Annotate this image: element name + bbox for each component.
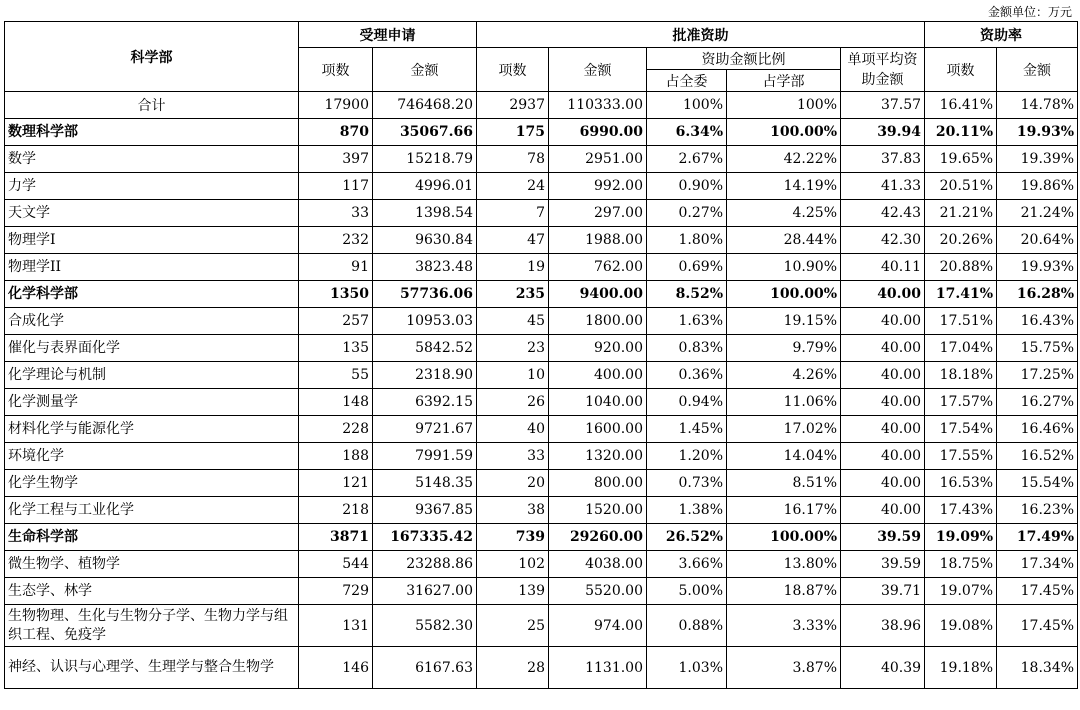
- cell-rate-items: 20.88%: [925, 254, 997, 281]
- cell-r-all: 0.73%: [647, 470, 727, 497]
- cell-avg: 40.00: [841, 389, 925, 416]
- header-ratio-dept: 占学部: [727, 70, 841, 92]
- cell-a-amount: 5842.52: [373, 335, 477, 362]
- cell-a-amount: 9367.85: [373, 497, 477, 524]
- cell-a-items: 121: [299, 470, 373, 497]
- cell-a-items: 117: [299, 173, 373, 200]
- cell-r-all: 1.63%: [647, 308, 727, 335]
- header-approve-amount: 金额: [549, 48, 647, 92]
- cell-r-dept: 42.22%: [727, 146, 841, 173]
- header-approve-items: 项数: [477, 48, 549, 92]
- row-name-cell: 神经、认识与心理学、生理学与整合生物学: [5, 647, 299, 689]
- cell-b-amount: 4038.00: [549, 551, 647, 578]
- row-name-cell: 合成化学: [5, 308, 299, 335]
- cell-b-amount: 297.00: [549, 200, 647, 227]
- cell-b-amount: 5520.00: [549, 578, 647, 605]
- cell-a-items: 188: [299, 443, 373, 470]
- cell-r-dept: 100.00%: [727, 281, 841, 308]
- table-row: [5, 578, 1078, 605]
- cell-b-amount: 2951.00: [549, 146, 647, 173]
- cell-b-items: 7: [477, 200, 549, 227]
- cell-b-amount: 1320.00: [549, 443, 647, 470]
- table-row: [5, 443, 1078, 470]
- row-name-cell: 材料化学与能源化学: [5, 416, 299, 443]
- cell-a-items: 55: [299, 362, 373, 389]
- cell-avg: 40.00: [841, 470, 925, 497]
- cell-b-amount: 1800.00: [549, 308, 647, 335]
- cell-a-items: 135: [299, 335, 373, 362]
- cell-rate-items: 19.65%: [925, 146, 997, 173]
- cell-rate-amount: 16.43%: [997, 308, 1078, 335]
- cell-b-items: 28: [477, 647, 549, 689]
- cell-r-dept: 4.25%: [727, 200, 841, 227]
- cell-rate-amount: 17.45%: [997, 605, 1078, 647]
- row-name-cell: 天文学: [5, 200, 299, 227]
- cell-r-all: 1.20%: [647, 443, 727, 470]
- table-row: [5, 281, 1078, 308]
- cell-a-amount: 9630.84: [373, 227, 477, 254]
- cell-a-amount: 1398.54: [373, 200, 477, 227]
- row-name-cell: 化学科学部: [5, 281, 299, 308]
- cell-b-amount: 29260.00: [549, 524, 647, 551]
- cell-r-all: 0.27%: [647, 200, 727, 227]
- cell-a-items: 218: [299, 497, 373, 524]
- cell-b-amount: 1040.00: [549, 389, 647, 416]
- cell-r-dept: 19.15%: [727, 308, 841, 335]
- cell-r-dept: 8.51%: [727, 470, 841, 497]
- table-row: [5, 605, 1078, 647]
- cell-rate-amount: 19.93%: [997, 254, 1078, 281]
- cell-a-amount: 7991.59: [373, 443, 477, 470]
- cell-r-dept: 10.90%: [727, 254, 841, 281]
- row-name-cell: 化学测量学: [5, 389, 299, 416]
- cell-r-all: 2.67%: [647, 146, 727, 173]
- cell-rate-items: 18.75%: [925, 551, 997, 578]
- cell-r-dept: 3.33%: [727, 605, 841, 647]
- row-name-cell: 合计: [5, 92, 299, 119]
- amount-unit-note: 金额单位：万元: [987, 5, 1072, 19]
- cell-a-items: 257: [299, 308, 373, 335]
- table-row: [5, 647, 1078, 689]
- cell-rate-items: 16.53%: [925, 470, 997, 497]
- cell-a-amount: 23288.86: [373, 551, 477, 578]
- table-row: [5, 416, 1078, 443]
- cell-r-dept: 16.17%: [727, 497, 841, 524]
- header-apply-items: 项数: [299, 48, 373, 92]
- cell-b-items: 47: [477, 227, 549, 254]
- cell-r-dept: 14.19%: [727, 173, 841, 200]
- cell-r-dept: 17.02%: [727, 416, 841, 443]
- table-row: [5, 146, 1078, 173]
- cell-r-all: 0.94%: [647, 389, 727, 416]
- row-name-cell: 微生物学、植物学: [5, 551, 299, 578]
- cell-avg: 37.57: [841, 92, 925, 119]
- table-row: [5, 200, 1078, 227]
- cell-rate-amount: 19.86%: [997, 173, 1078, 200]
- cell-a-amount: 57736.06: [373, 281, 477, 308]
- cell-r-dept: 100.00%: [727, 119, 841, 146]
- cell-b-amount: 974.00: [549, 605, 647, 647]
- cell-rate-items: 17.41%: [925, 281, 997, 308]
- cell-rate-amount: 17.45%: [997, 578, 1078, 605]
- cell-a-amount: 10953.03: [373, 308, 477, 335]
- cell-rate-amount: 18.34%: [997, 647, 1078, 689]
- cell-rate-amount: 16.52%: [997, 443, 1078, 470]
- cell-a-items: 131: [299, 605, 373, 647]
- cell-r-dept: 4.26%: [727, 362, 841, 389]
- cell-a-amount: 15218.79: [373, 146, 477, 173]
- cell-rate-items: 16.41%: [925, 92, 997, 119]
- cell-rate-items: 17.54%: [925, 416, 997, 443]
- cell-avg: 40.00: [841, 335, 925, 362]
- table-row: [5, 551, 1078, 578]
- cell-b-items: 40: [477, 416, 549, 443]
- cell-r-dept: 3.87%: [727, 647, 841, 689]
- cell-r-all: 5.00%: [647, 578, 727, 605]
- cell-r-dept: 14.04%: [727, 443, 841, 470]
- cell-r-all: 0.69%: [647, 254, 727, 281]
- cell-r-all: 1.45%: [647, 416, 727, 443]
- cell-b-items: 23: [477, 335, 549, 362]
- cell-r-all: 1.03%: [647, 647, 727, 689]
- cell-a-amount: 9721.67: [373, 416, 477, 443]
- table-row: [5, 119, 1078, 146]
- header-apply-amount: 金额: [373, 48, 477, 92]
- cell-a-items: 33: [299, 200, 373, 227]
- cell-b-items: 26: [477, 389, 549, 416]
- cell-rate-items: 19.08%: [925, 605, 997, 647]
- cell-b-items: 102: [477, 551, 549, 578]
- table-row: [5, 92, 1078, 119]
- row-name-cell: 化学工程与工业化学: [5, 497, 299, 524]
- table-row: [5, 389, 1078, 416]
- cell-a-items: 1350: [299, 281, 373, 308]
- cell-rate-amount: 19.93%: [997, 119, 1078, 146]
- funding-table: [4, 21, 1078, 689]
- cell-r-dept: 28.44%: [727, 227, 841, 254]
- header-rate-group: 资助率: [925, 22, 1078, 48]
- cell-a-items: 146: [299, 647, 373, 689]
- cell-b-items: 25: [477, 605, 549, 647]
- cell-b-items: 20: [477, 470, 549, 497]
- cell-avg: 41.33: [841, 173, 925, 200]
- cell-r-all: 3.66%: [647, 551, 727, 578]
- cell-avg: 40.00: [841, 497, 925, 524]
- cell-b-items: 38: [477, 497, 549, 524]
- cell-rate-amount: 17.25%: [997, 362, 1078, 389]
- table-row: [5, 470, 1078, 497]
- cell-b-amount: 400.00: [549, 362, 647, 389]
- cell-r-all: 1.38%: [647, 497, 727, 524]
- cell-avg: 40.00: [841, 443, 925, 470]
- cell-rate-items: 17.55%: [925, 443, 997, 470]
- cell-r-all: 26.52%: [647, 524, 727, 551]
- cell-b-amount: 1520.00: [549, 497, 647, 524]
- table-row: [5, 497, 1078, 524]
- cell-b-items: 175: [477, 119, 549, 146]
- header-ratio-all: 占全委: [647, 70, 727, 92]
- cell-rate-items: 18.18%: [925, 362, 997, 389]
- cell-r-dept: 13.80%: [727, 551, 841, 578]
- cell-avg: 37.83: [841, 146, 925, 173]
- cell-rate-items: 20.26%: [925, 227, 997, 254]
- header-ratio-group: 资助金额比例: [647, 48, 841, 70]
- cell-b-amount: 110333.00: [549, 92, 647, 119]
- cell-avg: 42.30: [841, 227, 925, 254]
- cell-b-amount: 1131.00: [549, 647, 647, 689]
- table-row: [5, 308, 1078, 335]
- cell-avg: 39.71: [841, 578, 925, 605]
- cell-a-items: 228: [299, 416, 373, 443]
- cell-b-amount: 920.00: [549, 335, 647, 362]
- cell-r-all: 1.80%: [647, 227, 727, 254]
- cell-a-items: 148: [299, 389, 373, 416]
- table-row: [5, 335, 1078, 362]
- cell-b-amount: 800.00: [549, 470, 647, 497]
- cell-rate-amount: 16.46%: [997, 416, 1078, 443]
- cell-avg: 40.39: [841, 647, 925, 689]
- cell-a-amount: 6167.63: [373, 647, 477, 689]
- cell-rate-items: 19.07%: [925, 578, 997, 605]
- cell-b-items: 78: [477, 146, 549, 173]
- cell-b-amount: 6990.00: [549, 119, 647, 146]
- cell-r-dept: 11.06%: [727, 389, 841, 416]
- cell-avg: 42.43: [841, 200, 925, 227]
- cell-rate-amount: 16.23%: [997, 497, 1078, 524]
- cell-a-amount: 167335.42: [373, 524, 477, 551]
- cell-rate-amount: 17.34%: [997, 551, 1078, 578]
- cell-a-amount: 5582.30: [373, 605, 477, 647]
- cell-rate-items: 17.51%: [925, 308, 997, 335]
- table-row: [5, 254, 1078, 281]
- cell-rate-items: 21.21%: [925, 200, 997, 227]
- cell-r-all: 0.36%: [647, 362, 727, 389]
- row-name-cell: 物理学I: [5, 227, 299, 254]
- cell-b-items: 2937: [477, 92, 549, 119]
- cell-a-amount: 35067.66: [373, 119, 477, 146]
- cell-rate-amount: 15.75%: [997, 335, 1078, 362]
- row-name-cell: 物理学II: [5, 254, 299, 281]
- row-name-cell: 化学生物学: [5, 470, 299, 497]
- table-row: [5, 362, 1078, 389]
- cell-r-all: 8.52%: [647, 281, 727, 308]
- cell-rate-amount: 19.39%: [997, 146, 1078, 173]
- cell-a-amount: 2318.90: [373, 362, 477, 389]
- cell-rate-items: 20.11%: [925, 119, 997, 146]
- cell-avg: 40.00: [841, 308, 925, 335]
- row-name-cell: 数理科学部: [5, 119, 299, 146]
- table-row: [5, 173, 1078, 200]
- cell-rate-amount: 14.78%: [997, 92, 1078, 119]
- header-dept: 科学部: [5, 22, 299, 92]
- cell-r-all: 6.34%: [647, 119, 727, 146]
- cell-a-items: 91: [299, 254, 373, 281]
- table-row: [5, 227, 1078, 254]
- cell-r-dept: 9.79%: [727, 335, 841, 362]
- row-name-cell: 生命科学部: [5, 524, 299, 551]
- cell-rate-amount: 16.27%: [997, 389, 1078, 416]
- cell-rate-items: 17.04%: [925, 335, 997, 362]
- cell-a-items: 17900: [299, 92, 373, 119]
- cell-avg: 40.00: [841, 416, 925, 443]
- cell-rate-items: 20.51%: [925, 173, 997, 200]
- cell-r-dept: 100.00%: [727, 524, 841, 551]
- row-name-cell: 生物物理、生化与生物分子学、生物力学与组织工程、免疫学: [5, 605, 299, 647]
- cell-rate-amount: 21.24%: [997, 200, 1078, 227]
- cell-a-items: 3871: [299, 524, 373, 551]
- cell-b-amount: 9400.00: [549, 281, 647, 308]
- cell-b-items: 45: [477, 308, 549, 335]
- cell-a-items: 397: [299, 146, 373, 173]
- cell-a-amount: 3823.48: [373, 254, 477, 281]
- cell-b-items: 33: [477, 443, 549, 470]
- cell-r-dept: 18.87%: [727, 578, 841, 605]
- cell-b-items: 24: [477, 173, 549, 200]
- cell-avg: 40.00: [841, 362, 925, 389]
- cell-avg: 38.96: [841, 605, 925, 647]
- header-approve-group: 批准资助: [477, 22, 925, 48]
- cell-r-all: 0.83%: [647, 335, 727, 362]
- cell-avg: 39.59: [841, 551, 925, 578]
- header-avg: 单项平均资助金额: [841, 48, 925, 92]
- cell-r-all: 100%: [647, 92, 727, 119]
- cell-rate-items: 19.18%: [925, 647, 997, 689]
- cell-a-items: 232: [299, 227, 373, 254]
- cell-b-amount: 1988.00: [549, 227, 647, 254]
- cell-avg: 40.00: [841, 281, 925, 308]
- table-row: [5, 524, 1078, 551]
- cell-rate-amount: 15.54%: [997, 470, 1078, 497]
- cell-a-items: 870: [299, 119, 373, 146]
- cell-a-amount: 5148.35: [373, 470, 477, 497]
- cell-b-items: 19: [477, 254, 549, 281]
- cell-r-dept: 100%: [727, 92, 841, 119]
- cell-avg: 39.59: [841, 524, 925, 551]
- row-name-cell: 生态学、林学: [5, 578, 299, 605]
- cell-b-items: 10: [477, 362, 549, 389]
- row-name-cell: 化学理论与机制: [5, 362, 299, 389]
- cell-r-all: 0.88%: [647, 605, 727, 647]
- cell-a-amount: 31627.00: [373, 578, 477, 605]
- cell-a-amount: 4996.01: [373, 173, 477, 200]
- cell-a-items: 544: [299, 551, 373, 578]
- cell-a-amount: 746468.20: [373, 92, 477, 119]
- row-name-cell: 力学: [5, 173, 299, 200]
- cell-b-amount: 1600.00: [549, 416, 647, 443]
- cell-b-items: 739: [477, 524, 549, 551]
- header-apply-group: 受理申请: [299, 22, 477, 48]
- cell-b-items: 139: [477, 578, 549, 605]
- row-name-cell: 催化与表界面化学: [5, 335, 299, 362]
- cell-rate-amount: 17.49%: [997, 524, 1078, 551]
- cell-rate-items: 17.43%: [925, 497, 997, 524]
- header-rate-items: 项数: [925, 48, 997, 92]
- cell-rate-items: 17.57%: [925, 389, 997, 416]
- row-name-cell: 数学: [5, 146, 299, 173]
- row-name-cell: 环境化学: [5, 443, 299, 470]
- cell-b-amount: 992.00: [549, 173, 647, 200]
- cell-b-amount: 762.00: [549, 254, 647, 281]
- header-rate-amount: 金额: [997, 48, 1078, 92]
- cell-a-items: 729: [299, 578, 373, 605]
- cell-rate-items: 19.09%: [925, 524, 997, 551]
- cell-a-amount: 6392.15: [373, 389, 477, 416]
- cell-rate-amount: 20.64%: [997, 227, 1078, 254]
- cell-avg: 40.11: [841, 254, 925, 281]
- cell-rate-amount: 16.28%: [997, 281, 1078, 308]
- cell-b-items: 235: [477, 281, 549, 308]
- cell-r-all: 0.90%: [647, 173, 727, 200]
- cell-avg: 39.94: [841, 119, 925, 146]
